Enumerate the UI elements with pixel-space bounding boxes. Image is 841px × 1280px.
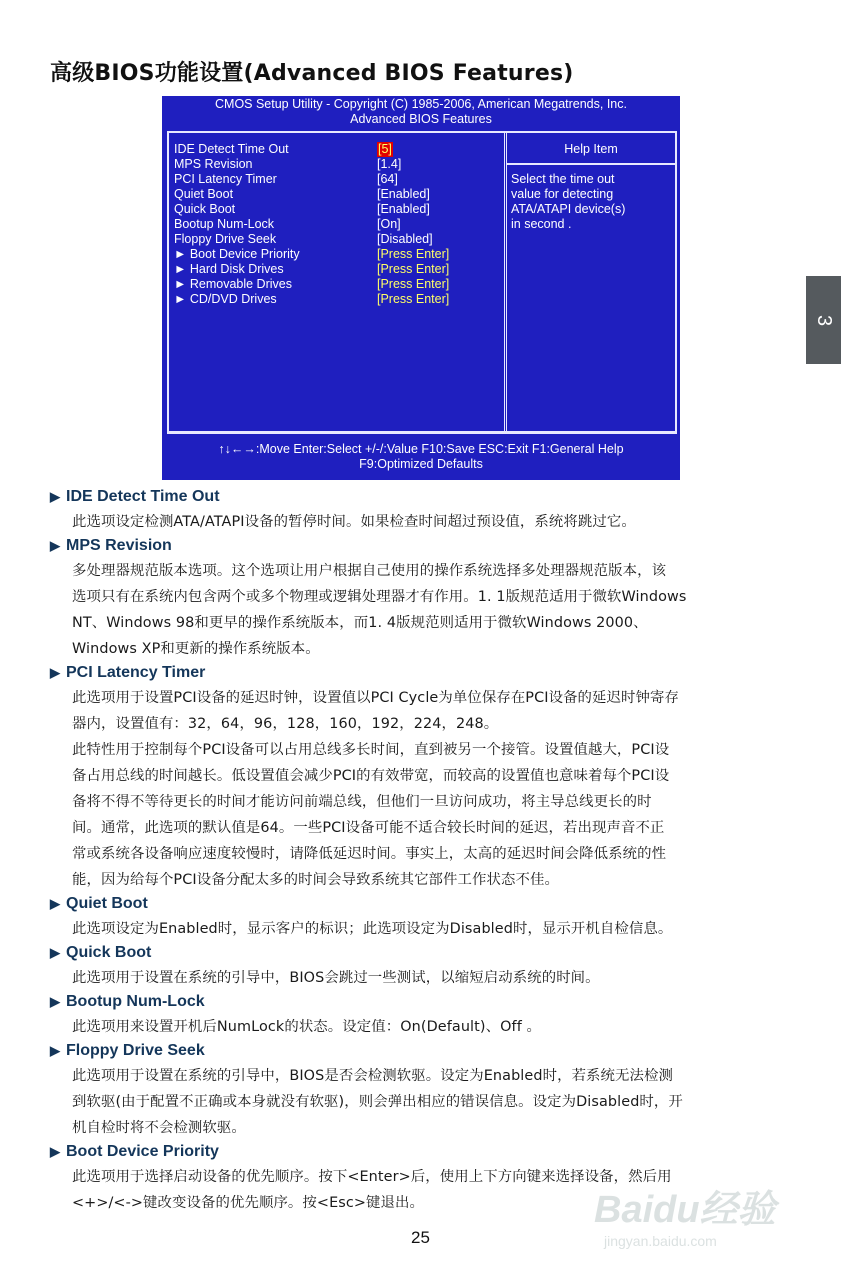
section-line: 选项只有在系统内包含两个或多个物理或逻辑处理器才有作用。1. 1版规范适用于微软Windows xyxy=(72,589,687,605)
section-line: 此选项设定检测ATA/ATAPI设备的暂停时间。如果检查时间超过预设值，系统将跳过它。 xyxy=(72,514,636,530)
option-name: Quiet Boot xyxy=(174,187,234,201)
section-line: 备将不得不等待更长的时间才能访问前端总线，但他们一旦访问成功，将主导总线更长的时 xyxy=(72,794,652,810)
section-line: 到软驱(由于配置不正确或本身就没有软驱)，则会弹出相应的错误信息。设定为Disabled时，开 xyxy=(72,1094,683,1110)
help-line: value for detecting xyxy=(511,187,614,201)
section-heading xyxy=(50,943,795,965)
section-heading-text: IDE Detect Time Out xyxy=(66,488,220,505)
description-list xyxy=(50,486,795,1216)
bios-option-mps-revision[interactable] xyxy=(174,157,504,172)
option-name: IDE Detect Time Out xyxy=(174,142,289,156)
option-value[interactable]: [64] xyxy=(377,172,398,186)
option-value[interactable]: [Press Enter] xyxy=(377,292,450,306)
section-line: NT、Windows 98和更早的操作系统版本，而1. 4版规范则适用于微软Windows 2000、 xyxy=(72,615,648,631)
option-value[interactable]: [Press Enter] xyxy=(377,262,450,276)
bios-key-legend xyxy=(162,442,680,472)
section-ide-detect-time-out xyxy=(50,487,795,535)
triangle-bullet-icon: ▶ xyxy=(50,665,60,680)
section-mps-revision xyxy=(50,536,795,662)
option-name: PCI Latency Timer xyxy=(174,172,277,186)
section-floppy-drive-seek xyxy=(50,1041,795,1141)
section-quick-boot xyxy=(50,943,795,991)
bios-option-pci-latency-timer[interactable] xyxy=(174,172,504,187)
option-value[interactable]: [Press Enter] xyxy=(377,247,450,261)
section-heading xyxy=(50,663,795,685)
bios-submenu-removable-drives[interactable] xyxy=(174,277,504,292)
chapter-number: 3 xyxy=(813,314,835,326)
section-line: 备占用总线的时间越长。低设置值会减少PCI的有效带宽，而较高的设置值也意味着每个PCI设 xyxy=(72,768,670,784)
key-legend-line: ↑↓←→:Move Enter:Select +/-/:Value F10:Save ESC:Exit F1:General Help xyxy=(218,442,624,456)
section-heading-text: Quiet Boot xyxy=(66,895,148,912)
triangle-bullet-icon: ▶ xyxy=(50,896,60,911)
page-title: 高级BIOS功能设置(Advanced BIOS Features) xyxy=(50,61,574,86)
page-number: 25 xyxy=(411,1228,430,1247)
option-name: Floppy Drive Seek xyxy=(174,232,277,246)
section-heading xyxy=(50,487,795,509)
section-line: 此特性用于控制每个PCI设备可以占用总线多长时间，直到被另一个接管。设置值越大，PCI设 xyxy=(72,742,670,758)
section-heading-text: Bootup Num-Lock xyxy=(66,993,205,1010)
section-line: 多处理器规范版本选项。这个选项让用户根据自己使用的操作系统选择多处理器规范版本，该 xyxy=(72,563,667,579)
section-heading-text: PCI Latency Timer xyxy=(66,664,206,681)
bios-submenu-hard-disk-drives[interactable] xyxy=(174,262,504,277)
section-heading-text: Floppy Drive Seek xyxy=(66,1042,205,1059)
section-heading-text: MPS Revision xyxy=(66,537,172,554)
triangle-bullet-icon: ▶ xyxy=(50,994,60,1009)
option-name: Bootup Num-Lock xyxy=(174,217,275,231)
option-name: ► Boot Device Priority xyxy=(174,247,300,261)
option-value[interactable]: [Enabled] xyxy=(377,187,430,201)
section-line: 此选项设定为Enabled时，显示客户的标识；此选项设定为Disabled时，显示开机自检信息。 xyxy=(72,921,673,937)
bios-submenu-boot-device-priority[interactable] xyxy=(174,247,504,262)
triangle-bullet-icon: ▶ xyxy=(50,1144,60,1159)
watermark-url: jingyan.baidu.com xyxy=(604,1233,717,1249)
bios-submenu-cd-dvd-drives[interactable] xyxy=(174,292,504,307)
bios-frame-bottom xyxy=(167,432,677,436)
bios-header xyxy=(162,96,680,127)
section-line: 此选项用来设置开机后NumLock的状态。设定值：On(Default)、Off 。 xyxy=(72,1019,542,1035)
option-value[interactable]: [5] xyxy=(378,142,392,156)
bios-screenshot xyxy=(162,96,680,480)
bios-copyright: CMOS Setup Utility - Copyright (C) 1985-2006, American Megatrends, Inc. xyxy=(215,97,627,111)
section-line: 器内，设置值有：32，64，96，128，160，192，224，248。 xyxy=(72,716,499,732)
help-text xyxy=(511,172,671,232)
bios-option-quick-boot[interactable] xyxy=(174,202,504,217)
section-line: 此选项用于设置PCI设备的延迟时钟，设置值以PCI Cycle为单位保存在PCI设备的延迟时钟寄存 xyxy=(72,690,679,706)
section-heading-text: Quick Boot xyxy=(66,944,152,961)
triangle-bullet-icon: ▶ xyxy=(50,538,60,553)
section-line: 此选项用于选择启动设备的优先顺序。按下<Enter>后，使用上下方向键来选择设备，然后用 xyxy=(72,1169,672,1185)
section-line: 机自检时将不会检测软驱。 xyxy=(72,1120,246,1136)
section-line: <+>/<->键改变设备的优先顺序。按<Esc>键退出。 xyxy=(72,1195,424,1211)
chapter-tab xyxy=(806,276,841,364)
section-pci-latency-timer xyxy=(50,663,795,893)
section-heading xyxy=(50,536,795,558)
triangle-bullet-icon: ▶ xyxy=(50,489,60,504)
help-separator xyxy=(507,163,675,165)
section-line: 常或系统各设备响应速度较慢时，请降低延迟时间。事实上，太高的延迟时间会降低系统的性 xyxy=(72,846,667,862)
option-value[interactable]: [Enabled] xyxy=(377,202,430,216)
bios-divider xyxy=(504,133,505,431)
section-quiet-boot xyxy=(50,894,795,942)
key-legend-line: F9:Optimized Defaults xyxy=(359,457,483,471)
section-line: 此选项用于设置在系统的引导中，BIOS会跳过一些测试，以缩短启动系统的时间。 xyxy=(72,970,600,986)
watermark-brand: Baidu经验 xyxy=(594,1189,776,1231)
section-line: 此选项用于设置在系统的引导中，BIOS是否会检测软驱。设定为Enabled时，若系统无法检测 xyxy=(72,1068,674,1084)
section-line: 间。通常，此选项的默认值是64。一些PCI设备可能不适合较长时间的延迟，若出现声音不正 xyxy=(72,820,665,836)
bios-option-ide-detect-time-out[interactable] xyxy=(174,142,504,157)
section-heading-text: Boot Device Priority xyxy=(66,1143,219,1160)
section-heading xyxy=(50,992,795,1014)
section-heading xyxy=(50,1041,795,1063)
option-value[interactable]: [1.4] xyxy=(377,157,402,171)
option-name: MPS Revision xyxy=(174,157,253,171)
section-line: Windows XP和更新的操作系统版本。 xyxy=(72,641,320,657)
bios-option-quiet-boot[interactable] xyxy=(174,187,504,202)
option-name: ► CD/DVD Drives xyxy=(174,292,277,306)
help-line: Select the time out xyxy=(511,172,615,186)
help-title: Help Item xyxy=(564,142,618,156)
section-bootup-num-lock xyxy=(50,992,795,1040)
baidu-watermark xyxy=(594,1178,804,1270)
triangle-bullet-icon: ▶ xyxy=(50,1043,60,1058)
help-line: in second . xyxy=(511,217,572,231)
bios-option-floppy-drive-seek[interactable] xyxy=(174,232,504,247)
help-line: ATA/ATAPI device(s) xyxy=(511,202,626,216)
section-heading xyxy=(50,894,795,916)
triangle-bullet-icon: ▶ xyxy=(50,945,60,960)
bios-screen-title: Advanced BIOS Features xyxy=(350,112,492,126)
bios-option-bootup-num-lock[interactable] xyxy=(174,217,504,232)
section-line: 能，因为给每个PCI设备分配太多的时间会导致系统其它部件工作状态不佳。 xyxy=(72,872,559,888)
option-value[interactable]: [Press Enter] xyxy=(377,277,450,291)
option-value[interactable]: [On] xyxy=(377,217,401,231)
option-name: ► Removable Drives xyxy=(174,277,292,291)
section-heading xyxy=(50,1142,795,1164)
bios-options xyxy=(174,142,504,307)
bios-divider xyxy=(506,133,507,431)
option-name: Quick Boot xyxy=(174,202,236,216)
option-value[interactable]: [Disabled] xyxy=(377,232,433,246)
option-name: ► Hard Disk Drives xyxy=(174,262,284,276)
